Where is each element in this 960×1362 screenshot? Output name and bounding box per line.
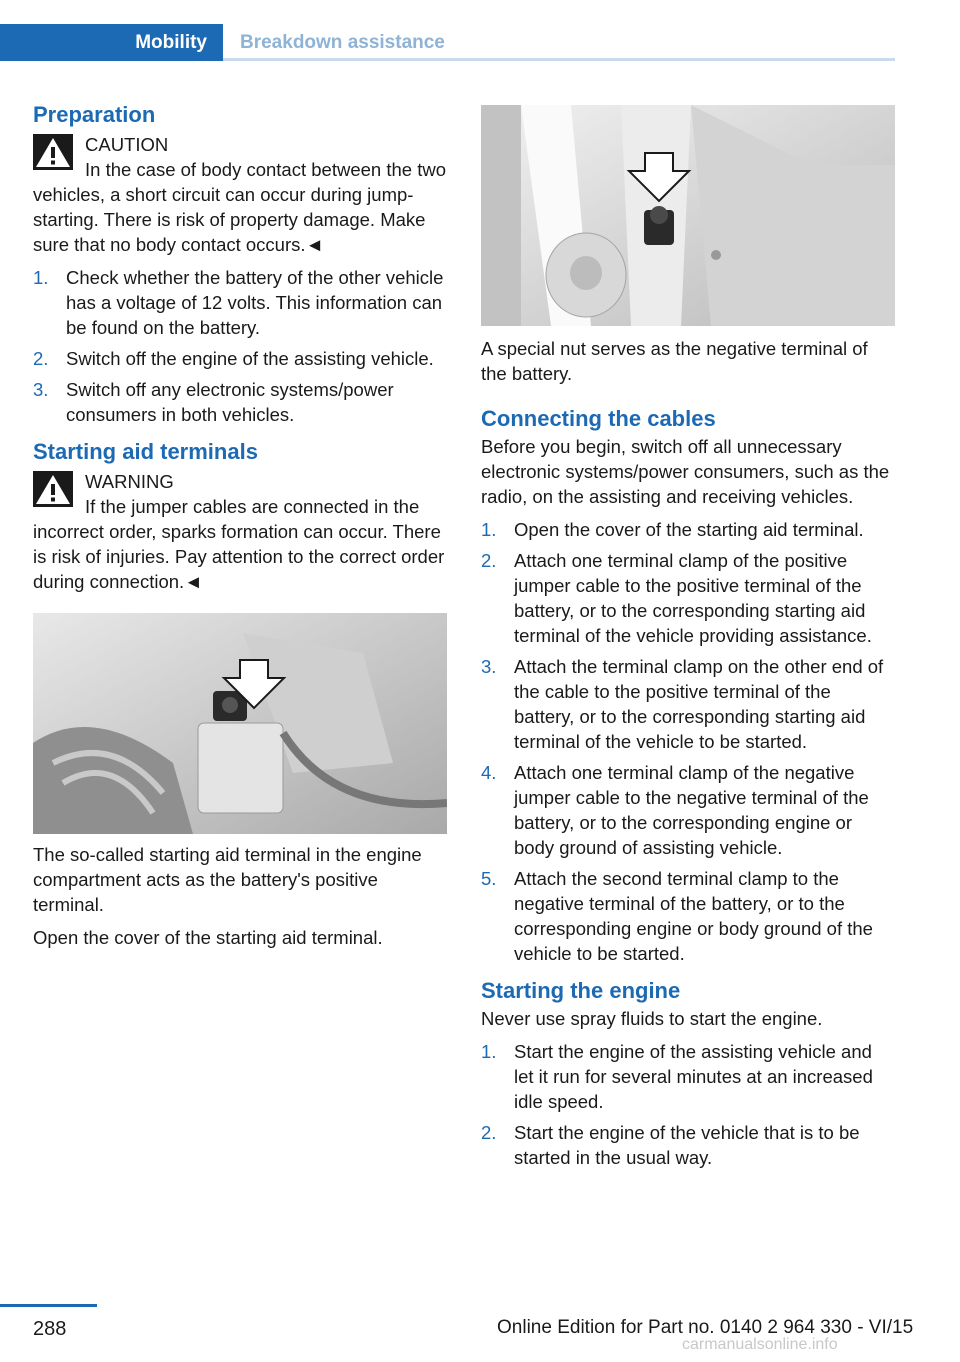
heading-preparation: Preparation — [33, 102, 156, 127]
heading-starting-engine: Starting the engine — [481, 978, 681, 1003]
list-item: 1. Check whether the battery of the other vehicle has a voltage of 12 volts. This information can be found on the battery. — [33, 267, 444, 338]
list-item: 2. Switch off the engine of the assisting vehicle. — [33, 348, 434, 369]
list-item: 1. Start the engine of the assisting vehicle and let it run for several minutes at an increased idle speed. — [481, 1041, 873, 1112]
header-chapter-title: Breakdown assistance — [240, 31, 445, 53]
list-item: 2. Start the engine of the vehicle that is to be started in the usual way. — [481, 1122, 860, 1168]
left-column — [33, 100, 447, 950]
preparation-steps — [33, 265, 447, 427]
header-rule — [223, 58, 895, 61]
page-header — [0, 24, 895, 61]
watermark-text: carmanualsonline.info — [682, 1336, 838, 1353]
list-item: 3. Attach the terminal clamp on the other end of the cable to the positive terminal of the battery, or to the corresponding starting aid terminal of the vehicle to be started. — [481, 656, 884, 752]
caution-triangle-icon — [33, 134, 73, 170]
negative-terminal-photo — [481, 105, 895, 326]
warning-text: If the jumper cables are connected in the incorrect order, sparks formation can occur. There is risk of injuries. Pay attention to the correct order during connection.◄ — [33, 496, 445, 592]
heading-starting-aid-terminals: Starting aid terminals — [33, 439, 258, 464]
list-item: 4. Attach one terminal clamp of the negative jumper cable to the negative terminal of the battery, or to the corresponding engine or body ground of assisting vehicle. — [481, 762, 869, 858]
connecting-intro: Before you begin, switch off all unnecessary electronic systems/power consumers, such as the radio, on the assisting and receiving vehicles. — [481, 436, 890, 507]
caution-text: In the case of body contact between the two vehicles, a short circuit can occur during jump-starting. There is risk of property damage. Make sure that no body contact occurs.◄ — [33, 159, 446, 255]
negative-terminal-caption: A special nut serves as the negative terminal of the battery. — [481, 338, 868, 384]
list-item: 3. Switch off any electronic systems/power consumers in both vehicles. — [33, 379, 394, 425]
open-cover-text: Open the cover of the starting aid terminal. — [33, 927, 383, 948]
starting-intro: Never use spray fluids to start the engine. — [481, 1008, 823, 1029]
positive-terminal-caption: The so-called starting aid terminal in the engine compartment acts as the battery's positive terminal. — [33, 844, 422, 915]
caution-block — [33, 132, 447, 257]
heading-connecting-cables: Connecting the cables — [481, 406, 716, 431]
list-item: 5. Attach the second terminal clamp to the negative terminal of the battery, or to the corresponding engine or body ground of the vehicle to be started. — [481, 868, 873, 964]
positive-terminal-photo — [33, 613, 447, 834]
warning-triangle-icon — [33, 471, 73, 507]
warning-block — [33, 469, 447, 594]
header-section-tab[interactable]: Mobility — [0, 24, 223, 61]
right-column — [481, 105, 895, 1176]
list-item: 1. Open the cover of the starting aid terminal. — [481, 519, 864, 540]
list-item: 2. Attach one terminal clamp of the positive jumper cable to the positive terminal of the battery, or to the corresponding starting aid terminal of the vehicle providing assistance. — [481, 550, 872, 646]
page-number: 288 — [33, 1318, 67, 1340]
warning-title: WARNING — [85, 471, 174, 492]
caution-title: CAUTION — [85, 134, 169, 155]
edition-text: Online Edition for Part no. 0140 2 964 330 - VI/15 — [497, 1317, 914, 1338]
footer-rule — [0, 1304, 97, 1307]
connecting-steps — [481, 517, 895, 966]
starting-steps — [481, 1039, 895, 1170]
